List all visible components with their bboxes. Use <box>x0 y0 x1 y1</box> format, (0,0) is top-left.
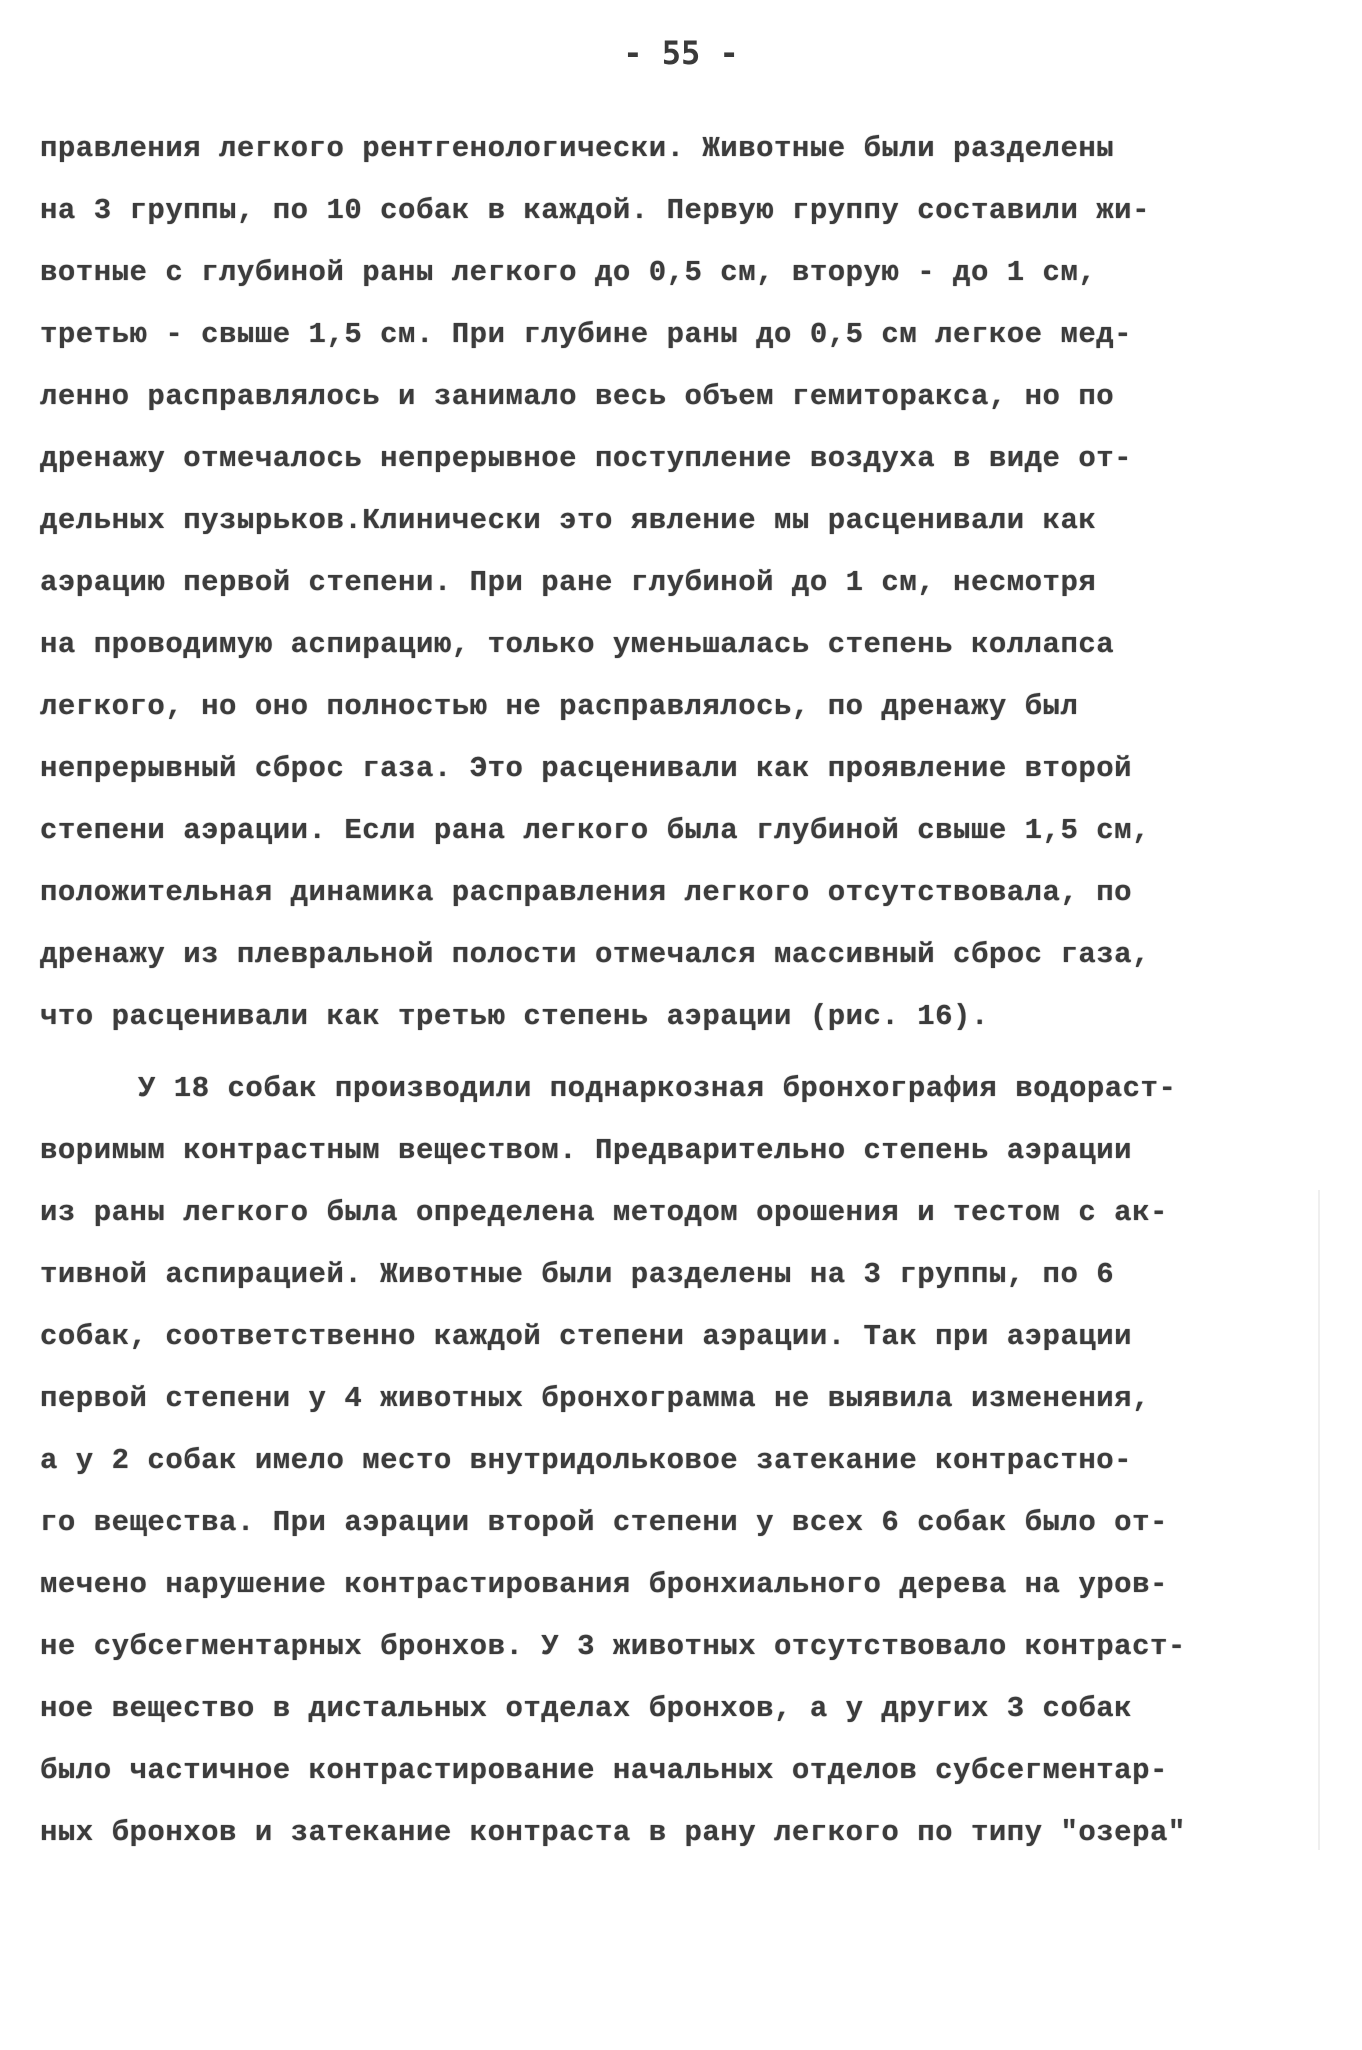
paragraph-1 <box>40 118 1280 1048</box>
text-line: ное вещество в дистальных отделах бронхов, а у других 3 собак <box>40 1692 1133 1725</box>
text-line: правления легкого рентгенологически. Животные были разделены <box>40 132 1115 165</box>
text-line: легкого, но оно полностью не расправлялось, по дренажу был <box>40 690 1079 723</box>
text-line: воримым контрастным веществом. Предварительно степень аэрации <box>40 1134 1133 1167</box>
text-line: степени аэрации. Если рана легкого была глубиной свыше 1,5 см, <box>40 814 1150 847</box>
text-line: что расценивали как третью степень аэрации (рис. 16). <box>40 1000 989 1033</box>
scan-edge-shadow <box>1318 1190 1320 1850</box>
text-line: а у 2 собак имело место внутридольковое затекание контрастно- <box>40 1444 1133 1477</box>
text-line: третью - свыше 1,5 см. При глубине раны до 0,5 см легкое мед- <box>40 318 1133 351</box>
text-line: первой степени у 4 животных бронхограмма не выявила изменения, <box>40 1382 1150 1415</box>
text-line: не субсегментарных бронхов. У 3 животных отсутствовало контраст- <box>40 1630 1186 1663</box>
text-line: мечено нарушение контрастирования бронхиального дерева на уров- <box>40 1568 1168 1601</box>
page-number: - 55 - <box>623 34 739 72</box>
text-line: дренажу отмечалось непрерывное поступление воздуха в виде от- <box>40 442 1133 475</box>
text-line: собак, соответственно каждой степени аэрации. Так при аэрации <box>40 1320 1133 1353</box>
paragraph-2 <box>40 1058 1280 1864</box>
text-line: тивной аспирацией. Животные были разделены на 3 группы, по 6 <box>40 1258 1115 1291</box>
text-line: было частичное контрастирование начальных отделов субсегментар- <box>40 1754 1168 1787</box>
text-line: на проводимую аспирацию, только уменьшалась степень коллапса <box>40 628 1115 661</box>
text-line: непрерывный сброс газа. Это расценивали как проявление второй <box>40 752 1133 785</box>
text-line: вотные с глубиной раны легкого до 0,5 см, вторую - до 1 см, <box>40 256 1097 289</box>
text-line: ленно расправлялось и занимало весь объем гемиторакса, но по <box>40 380 1115 413</box>
text-line: из раны легкого была определена методом орошения и тестом с ак- <box>40 1196 1168 1229</box>
text-line: на 3 группы, по 10 собак в каждой. Первую группу составили жи- <box>40 194 1150 227</box>
text-line: го вещества. При аэрации второй степени у всех 6 собак было от- <box>40 1506 1168 1539</box>
text-line: дренажу из плевральной полости отмечался массивный сброс газа, <box>40 938 1150 971</box>
text-line: положительная динамика расправления легкого отсутствовала, по <box>40 876 1133 909</box>
text-line: аэрацию первой степени. При ране глубиной до 1 см, несмотря <box>40 566 1097 599</box>
text-line: дельных пузырьков.Клинически это явление мы расценивали как <box>40 504 1097 537</box>
text-line-indented: У 18 собак производили поднаркозная бронхография водораст- <box>138 1072 1177 1105</box>
text-line: ных бронхов и затекание контраста в рану легкого по типу "озера" <box>40 1816 1186 1849</box>
